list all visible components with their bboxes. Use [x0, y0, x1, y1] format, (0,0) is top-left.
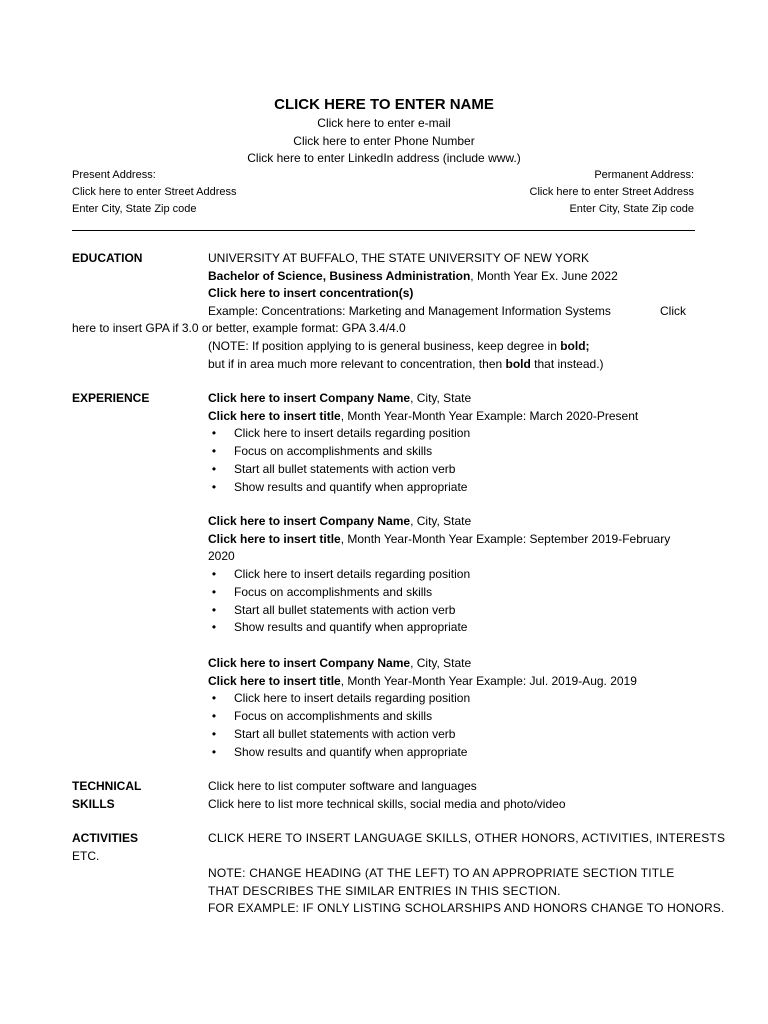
email-field[interactable]: Click here to enter e-mail	[317, 116, 451, 130]
education-note	[208, 338, 698, 373]
company-location: , City, State	[410, 391, 472, 405]
title-line[interactable]	[208, 531, 698, 549]
header-divider	[72, 230, 695, 231]
note-line-1	[208, 338, 698, 356]
activities-heading-line-2: ETC.	[72, 848, 100, 863]
activities-note-line-2: THAT DESCRIBES THE SIMILAR ENTRIES IN THIS SECTION.	[208, 883, 561, 898]
title-line[interactable]	[208, 673, 698, 691]
bullet-text: Start all bullet statements with action verb	[234, 461, 456, 476]
bullet-item[interactable]	[208, 425, 698, 443]
company-line[interactable]	[208, 655, 698, 673]
title-line-wrap: 2020	[208, 549, 235, 564]
bullet-icon: •	[211, 620, 217, 635]
present-city-field[interactable]: Enter City, State Zip code	[72, 203, 197, 215]
bullet-icon: •	[211, 444, 217, 459]
bullet-item[interactable]	[208, 690, 698, 708]
bullet-item[interactable]	[208, 744, 698, 762]
job-dates: , Month Year-Month Year Example: March 2020-Present	[340, 408, 639, 423]
company-line[interactable]	[208, 390, 698, 408]
skills-heading	[72, 778, 192, 813]
gpa-field-start[interactable]: Click	[660, 304, 686, 318]
name-field[interactable]: CLICK HERE TO ENTER NAME	[274, 96, 494, 113]
title-line[interactable]	[208, 408, 698, 426]
bullet-icon: •	[211, 744, 217, 759]
company-location: , City, State	[410, 656, 472, 670]
education-heading: EDUCATION	[72, 251, 143, 265]
bullet-icon: •	[211, 709, 217, 724]
permanent-street-field[interactable]: Click here to enter Street Address	[529, 186, 694, 198]
note-text-3: that instead.)	[530, 356, 604, 371]
bullet-text: Show results and quantify when appropriate	[234, 744, 468, 759]
phone-field[interactable]: Click here to enter Phone Number	[293, 134, 475, 148]
bullet-icon: •	[211, 426, 217, 441]
concentration-example: Example: Concentrations: Marketing and Management Information Systems	[208, 304, 611, 319]
activities-heading-line-1: ACTIVITIES	[72, 831, 139, 845]
permanent-city-field[interactable]: Enter City, State Zip code	[569, 203, 694, 215]
skills-heading-line-1: TECHNICAL	[72, 779, 142, 793]
bullet-item[interactable]	[208, 479, 698, 497]
school-name[interactable]: UNIVERSITY AT BUFFALO, THE STATE UNIVERSITY OF NEW YORK	[208, 251, 589, 265]
bullet-icon: •	[211, 584, 217, 599]
bullet-text: Show results and quantify when appropriate	[234, 620, 468, 635]
bullet-text: Focus on accomplishments and skills	[234, 709, 433, 724]
bullet-icon: •	[211, 479, 217, 494]
experience-entry	[208, 390, 698, 496]
bullet-text: Start all bullet statements with action verb	[234, 602, 456, 617]
bullet-icon: •	[211, 726, 217, 741]
bullet-item[interactable]	[208, 443, 698, 461]
bullet-text: Click here to insert details regarding position	[234, 426, 471, 441]
job-title: Click here to insert title	[208, 531, 341, 546]
note-line-2	[208, 356, 698, 374]
company-name: Click here to insert Company Name	[208, 656, 411, 670]
company-location: , City, State	[410, 514, 472, 528]
present-street-field[interactable]: Click here to enter Street Address	[72, 186, 237, 198]
bullet-text: Focus on accomplishments and skills	[234, 584, 433, 599]
bullet-icon: •	[211, 461, 217, 476]
activities-note-line-1: NOTE: CHANGE HEADING (AT THE LEFT) TO AN APPROPRIATE SECTION TITLE	[208, 866, 675, 880]
degree-line[interactable]	[208, 268, 698, 286]
bullet-list	[208, 425, 698, 496]
education-body	[208, 250, 698, 321]
degree-date: , Month Year Ex. June 2022	[470, 268, 618, 283]
bullet-text: Start all bullet statements with action verb	[234, 726, 456, 741]
note-bold-2: bold	[505, 356, 531, 371]
bullet-icon: •	[211, 567, 217, 582]
present-address-label: Present Address:	[72, 169, 156, 181]
bullet-item[interactable]	[208, 584, 698, 602]
bullet-icon: •	[211, 602, 217, 617]
experience-entry	[208, 655, 698, 761]
bullet-item[interactable]	[208, 726, 698, 744]
degree-bold: Bachelor of Science, Business Administration	[208, 268, 471, 283]
bullet-item[interactable]	[208, 566, 698, 584]
company-line[interactable]	[208, 513, 698, 531]
bullet-text: Show results and quantify when appropriate	[234, 479, 468, 494]
gpa-field[interactable]: here to insert GPA if 3.0 or better, example format: GPA 3.4/4.0	[72, 321, 406, 335]
bullet-list	[208, 566, 698, 637]
experience-entry	[208, 513, 698, 637]
bullet-icon: •	[211, 691, 217, 706]
bullet-item[interactable]	[208, 602, 698, 620]
permanent-address-label: Permanent Address:	[594, 169, 694, 181]
note-text-2: but if in area much more relevant to concentration, then	[208, 356, 506, 371]
job-title: Click here to insert title	[208, 408, 341, 423]
note-bold: bold;	[560, 339, 590, 353]
skills-body	[208, 778, 698, 813]
activities-note	[208, 865, 725, 918]
linkedin-field[interactable]: Click here to enter LinkedIn address (include www.)	[247, 151, 521, 165]
skills-heading-line-2: SKILLS	[72, 796, 115, 811]
bullet-text: Click here to insert details regarding position	[234, 567, 471, 582]
job-dates: , Month Year-Month Year Example: September 2019-February	[340, 531, 671, 546]
present-address-block	[72, 167, 236, 218]
note-text: (NOTE: If position applying to is general business, keep degree in	[208, 339, 561, 353]
job-dates: , Month Year-Month Year Example: Jul. 2019-Aug. 2019	[340, 673, 637, 688]
activities-body	[208, 830, 726, 848]
activities-heading	[72, 830, 192, 865]
bullet-list	[208, 690, 698, 761]
company-name: Click here to insert Company Name	[208, 514, 411, 528]
permanent-address-block	[530, 167, 694, 218]
activities-line[interactable]: CLICK HERE TO INSERT LANGUAGE SKILLS, OTHER HONORS, ACTIVITIES, INTERESTS	[208, 831, 726, 845]
bullet-item[interactable]	[208, 708, 698, 726]
skills-line-2[interactable]: Click here to list more technical skills, social media and photo/video	[208, 796, 566, 811]
job-title: Click here to insert title	[208, 673, 341, 688]
skills-line-1[interactable]: Click here to list computer software and languages	[208, 779, 477, 793]
company-name: Click here to insert Company Name	[208, 391, 411, 405]
bullet-item[interactable]	[208, 461, 698, 479]
bullet-item[interactable]	[208, 619, 698, 637]
experience-heading: EXPERIENCE	[72, 391, 150, 405]
bullet-text: Focus on accomplishments and skills	[234, 444, 433, 459]
activities-note-line-3: FOR EXAMPLE: IF ONLY LISTING SCHOLARSHIPS AND HONORS CHANGE TO HONORS.	[208, 901, 725, 916]
concentration-field[interactable]: Click here to insert concentration(s)	[208, 286, 414, 301]
bullet-text: Click here to insert details regarding position	[234, 691, 471, 706]
